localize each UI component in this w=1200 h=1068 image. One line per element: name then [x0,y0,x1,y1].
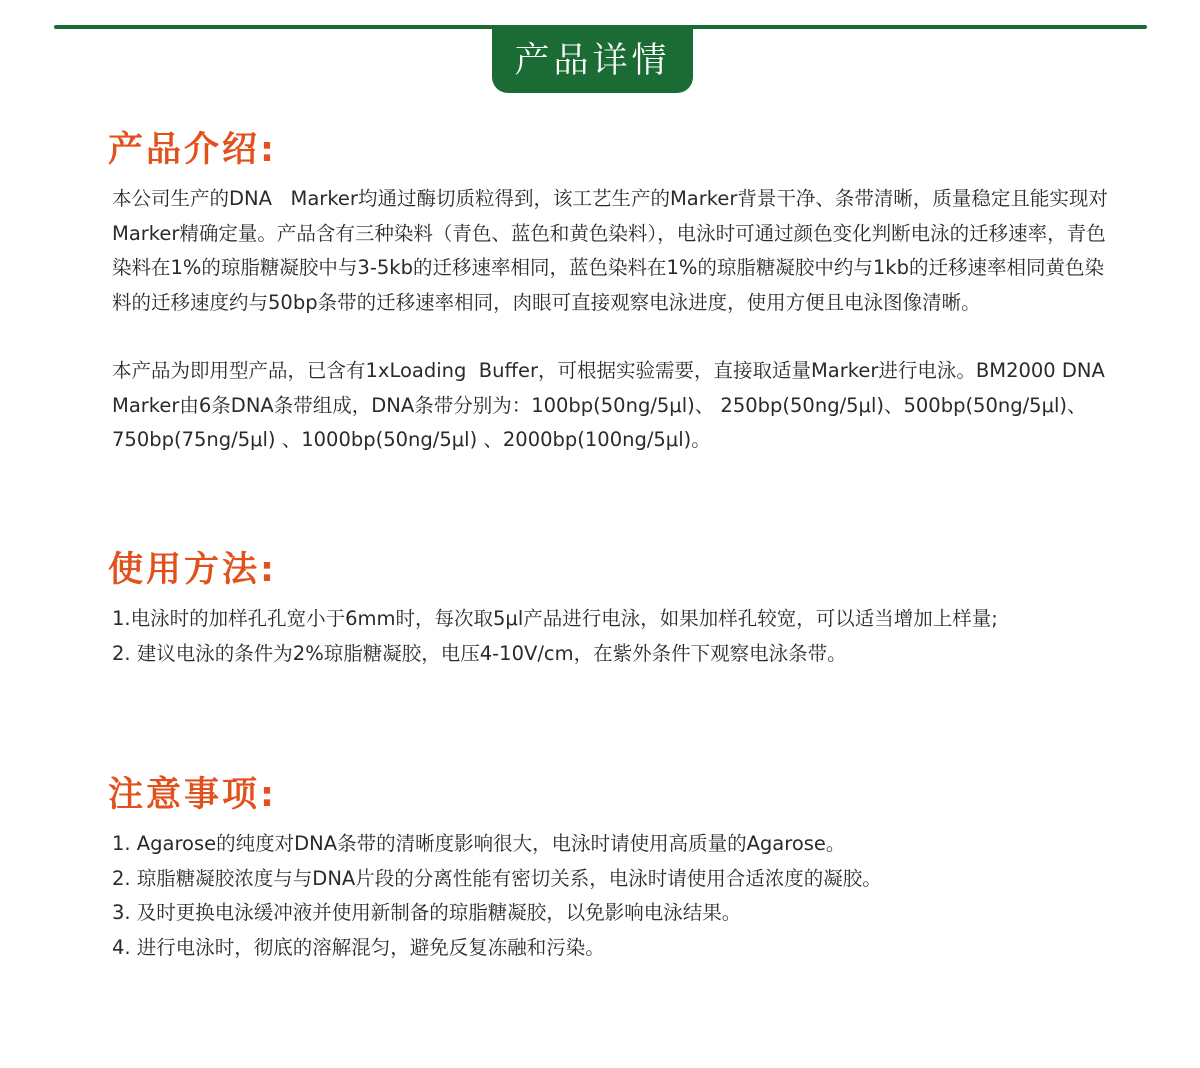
section-title-intro: 产品介绍: [108,130,277,170]
section-intro [108,130,1112,458]
list-item: 1. Agarose的纯度对DNA条带的清晰度影响很大，电泳时请使用高质量的Agarose。 [112,832,846,855]
section-title-usage: 使用方法: [108,550,277,590]
list-item: 1.电泳时的加样孔孔宽小于6mm时，每次取5μl产品进行电泳，如果加样孔较宽，可以适当增加上样量; [112,607,998,630]
section-usage [108,550,1108,671]
page-title: 产品详情 [514,40,671,81]
section-title-notes: 注意事项: [108,775,277,815]
list-item: 2. 琼脂糖凝胶浓度与与DNA片段的分离性能有密切关系，电泳时请使用合适浓度的凝胶。 [112,866,882,890]
usage-list [108,602,1108,671]
intro-paragraph-1: 本公司生产的DNA Marker均通过酶切质粒得到，该工艺生产的Marker背景干净、条带清晰，质量稳定且能实现对Marker精确定量。产品含有三种染料（青色、蓝色和黄色染料），电泳时可通过颜色变化判断电泳的迁移速率，青色染料在1%的琼脂糖凝胶中与3-5kb的迁移速率相同，蓝色染料在1%的琼脂糖凝胶中约与1kb的迁移速率相同黄色染料的迁移速度约与50bp条带的迁移速率相同，肉眼可直接观察电泳进度，使用方便且电泳图像清晰。 [112,187,1108,314]
list-item: 4. 进行电泳时，彻底的溶解混匀，避免反复冻融和污染。 [112,935,605,959]
intro-paragraph-2: 本产品为即用型产品，已含有1xLoading Buffer，可根据实验需要，直接取适量Marker进行电泳。BM2000 DNA Marker由6条DNA条带组成，DNA条带分别为：100bp(50ng/5μl)、 250bp(50ng/5μl)、500bp(50ng/5μl)、 750bp(75ng/5μl) 、1000bp(50ng/5μl) 、2000bp(100ng/5μl)。 [112,359,1112,451]
list-item: 2. 建议电泳的条件为2%琼脂糖凝胶，电压4-10V/cm，在紫外条件下观察电泳条带。 [112,641,847,665]
header-tab [492,25,693,93]
section-notes [108,775,1108,965]
list-item: 3. 及时更换电泳缓冲液并使用新制备的琼脂糖凝胶，以免影响电泳结果。 [112,901,742,924]
notes-list [108,827,1108,965]
